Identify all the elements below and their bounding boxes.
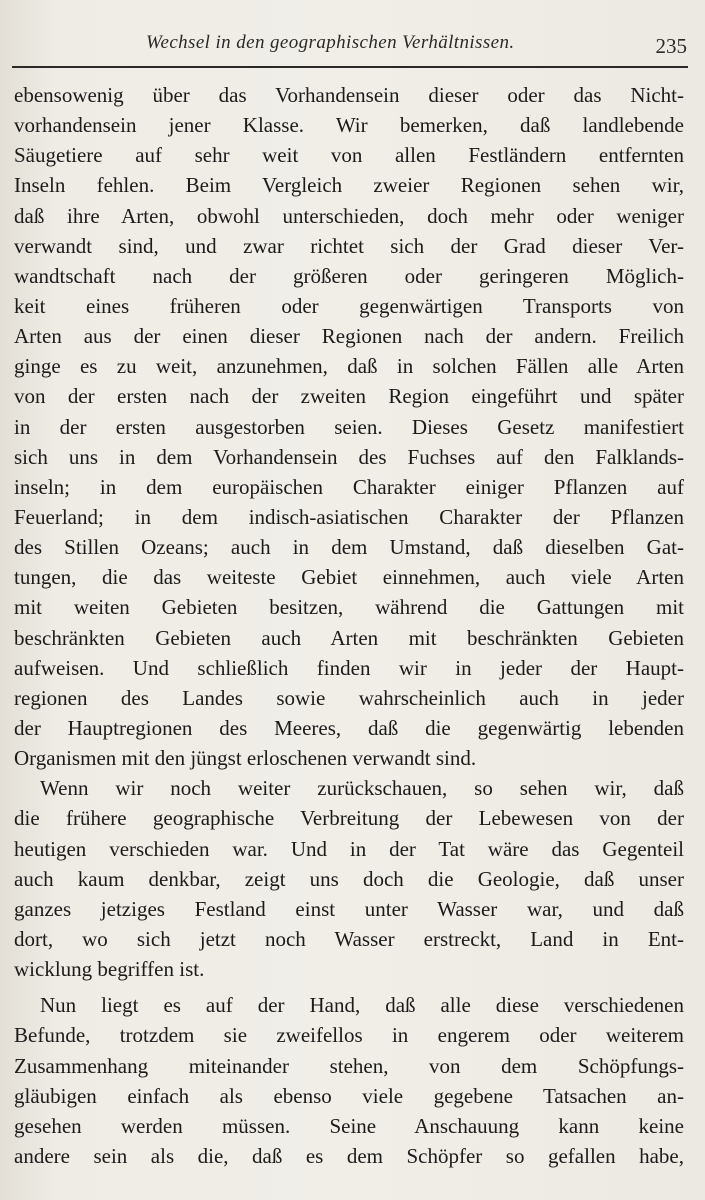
text-line: inseln; in dem europäischen Charakter einiger Pflanzen auf	[14, 474, 684, 499]
text-line: Inseln fehlen. Beim Vergleich zweier Regionen sehen wir,	[14, 173, 684, 198]
text-line: wandtschaft nach der größeren oder geringeren Möglich-	[14, 263, 684, 288]
running-title: Wechsel in den geographischen Verhältnissen.	[146, 32, 515, 53]
paragraph	[14, 773, 684, 984]
text-line: dort, wo sich jetzt noch Wasser erstreckt, Land in Ent-	[14, 926, 684, 951]
header-rule	[12, 66, 688, 68]
running-head	[0, 32, 705, 62]
text-line: gesehen werden müssen. Seine Anschauung kann keine	[14, 1113, 684, 1138]
text-line: andere sein als die, daß es dem Schöpfer so gefallen habe,	[14, 1143, 684, 1168]
text-line: Säugetiere auf sehr weit von allen Festländern entfernten	[14, 143, 684, 168]
text-line: Nun liegt es auf der Hand, daß alle diese verschiedenen	[40, 993, 684, 1018]
text-line: regionen des Landes sowie wahrscheinlich auch in jeder	[14, 685, 684, 710]
text-line: des Stillen Ozeans; auch in dem Umstand, daß dieselben Gat-	[14, 535, 684, 560]
text-line: gläubigen einfach als ebenso viele gegebene Tatsachen an-	[14, 1083, 684, 1108]
text-line: heutigen verschieden war. Und in der Tat wäre das Gegenteil	[14, 836, 684, 861]
text-line: ganzes jetziges Festland einst unter Wasser war, und daß	[14, 896, 684, 921]
text-line: wicklung begriffen ist.	[14, 957, 205, 982]
text-line: Wenn wir noch weiter zurückschauen, so sehen wir, daß	[40, 776, 684, 801]
text-line: die frühere geographische Verbreitung der Lebewesen von der	[14, 806, 684, 831]
body-text	[14, 80, 684, 1171]
text-line: verwandt sind, und zwar richtet sich der Grad dieser Ver-	[14, 233, 684, 258]
text-line: Befunde, trotzdem sie zweifellos in engerem oder weiterem	[14, 1023, 684, 1048]
text-line: der Hauptregionen des Meeres, daß die gegenwärtig lebenden	[14, 715, 684, 740]
page-number: 235	[655, 34, 687, 58]
text-line: tungen, die das weiteste Gebiet einnehmen, auch viele Arten	[14, 565, 684, 590]
text-line: Feuerland; in dem indisch-asiatischen Charakter der Pflanzen	[14, 504, 684, 529]
text-line: sich uns in dem Vorhandensein des Fuchses auf den Falklands-	[14, 444, 684, 469]
text-line: auch kaum denkbar, zeigt uns doch die Geologie, daß unser	[14, 866, 684, 891]
paragraph	[14, 80, 684, 773]
text-line: mit weiten Gebieten besitzen, während die Gattungen mit	[14, 595, 684, 620]
text-line: keit eines früheren oder gegenwärtigen Transports von	[14, 293, 684, 318]
text-line: Arten aus der einen dieser Regionen nach der andern. Freilich	[14, 324, 684, 349]
text-line: ebensowenig über das Vorhandensein dieser oder das Nicht-	[14, 83, 684, 107]
text-line: vorhandensein jener Klasse. Wir bemerken, daß landlebende	[14, 113, 684, 138]
text-line: in der ersten ausgestorben seien. Dieses Gesetz manifestiert	[14, 414, 684, 439]
paragraph	[14, 990, 684, 1171]
text-line: von der ersten nach der zweiten Region eingeführt und später	[14, 384, 684, 409]
text-line: beschränkten Gebieten auch Arten mit beschränkten Gebieten	[14, 625, 684, 650]
text-line: Zusammenhang miteinander stehen, von dem Schöpfungs-	[14, 1053, 684, 1078]
text-line: daß ihre Arten, obwohl unterschieden, doch mehr oder weniger	[14, 203, 684, 228]
text-line: ginge es zu weit, anzunehmen, daß in solchen Fällen alle Arten	[14, 354, 684, 379]
text-line: Organismen mit den jüngst erloschenen verwandt sind.	[14, 746, 477, 771]
text-line: aufweisen. Und schließlich finden wir in jeder der Haupt-	[14, 655, 684, 680]
